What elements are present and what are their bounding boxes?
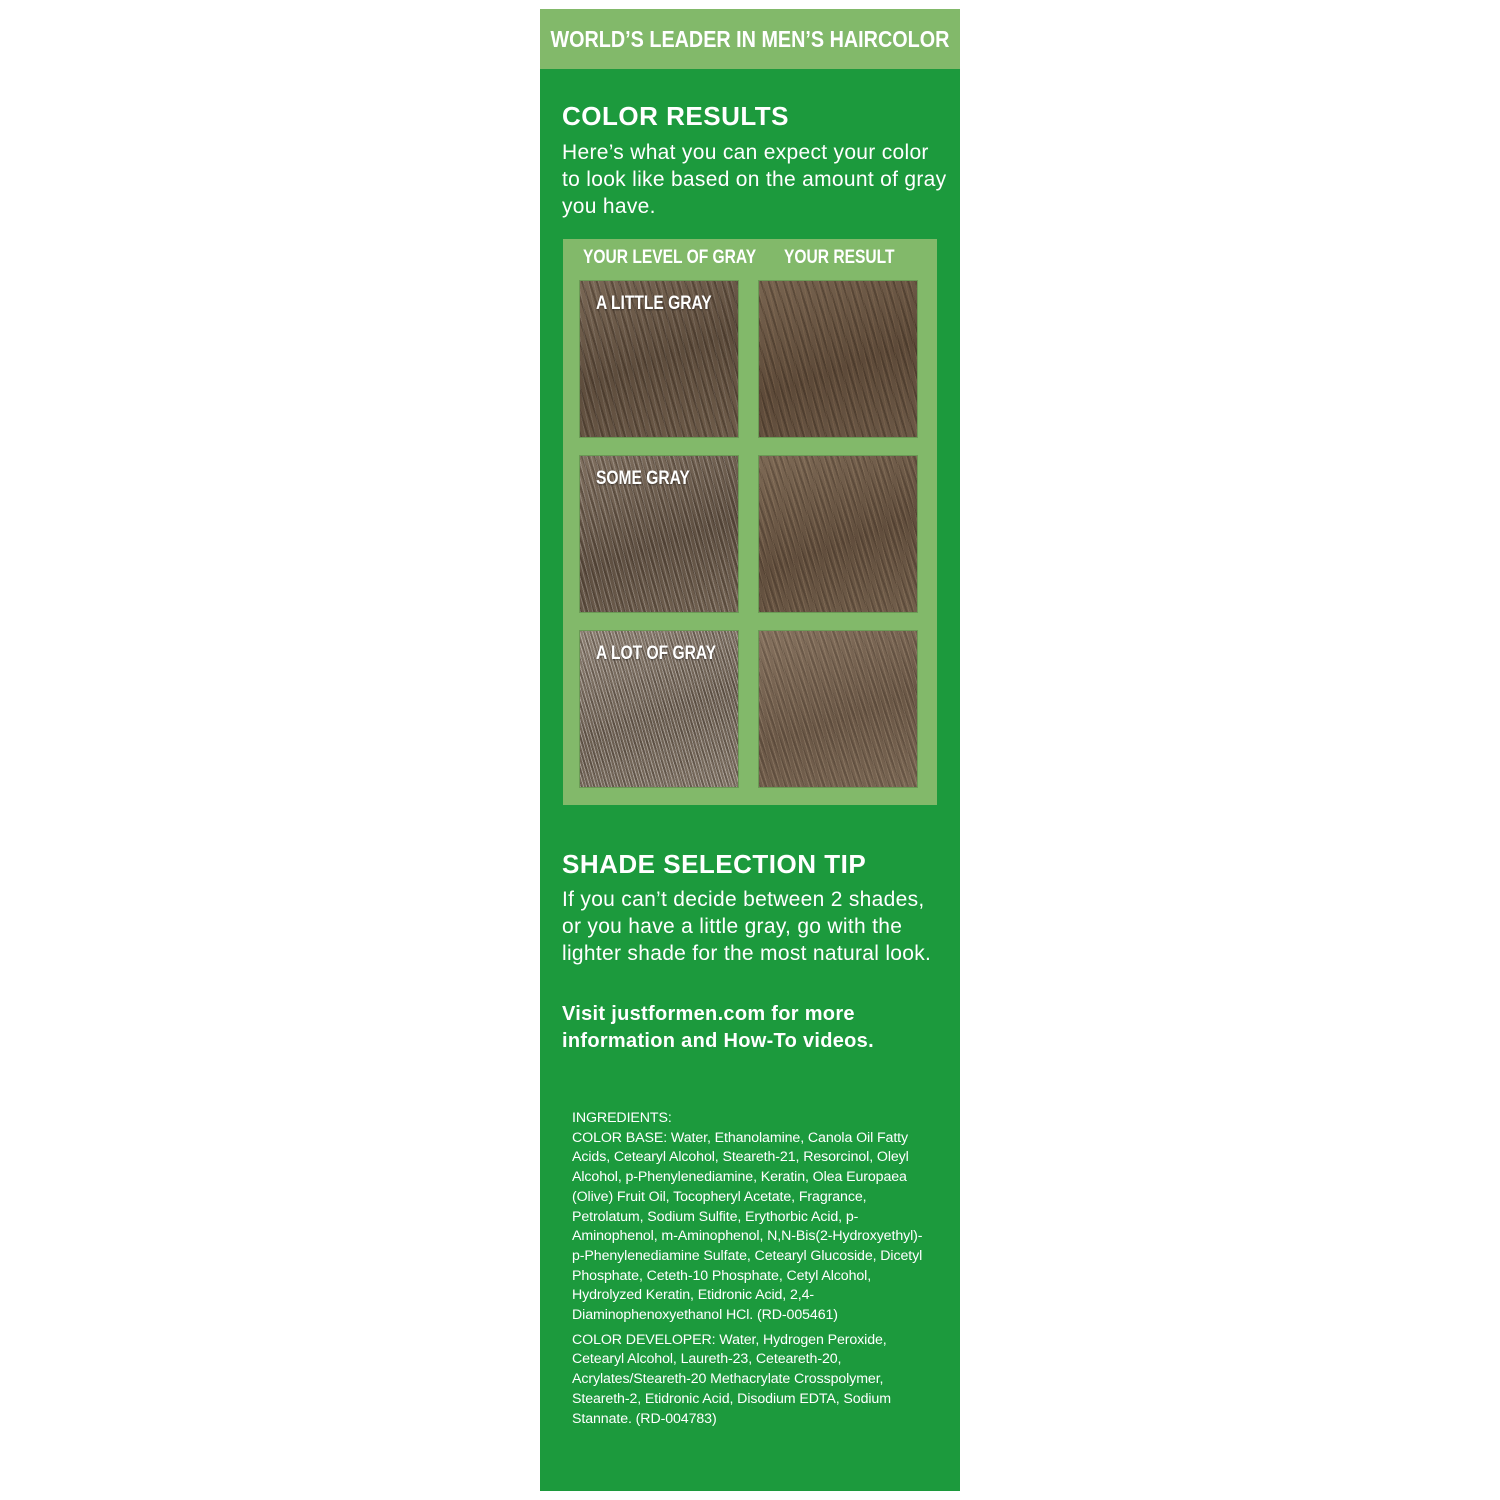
ingredients-title: INGREDIENTS:	[572, 1110, 672, 1126]
swatch-some-gray	[579, 455, 739, 613]
visit-website-text: Visit justformen.com for more information and How-To videos.	[562, 1003, 874, 1052]
column-header-level-of-gray: YOUR LEVEL OF GRAY	[583, 247, 757, 268]
swatch-a-lot-of-gray	[579, 630, 739, 788]
package-panel	[540, 9, 960, 1491]
ingredients-block	[572, 1109, 932, 1434]
ingredients-color-developer: COLOR DEVELOPER: Water, Hydrogen Peroxide, Cetearyl Alcohol, Laureth-23, Ceteareth-20, Acrylates/Steareth-20 Methacrylate Crosspolymer, Steareth-2, Etidronic Acid, Disodium EDTA, Sodium Stannate. (RD-004783)	[572, 1331, 891, 1427]
swatch-label: SOME GRAY	[596, 468, 690, 489]
banner	[540, 9, 960, 69]
swatch-a-little-gray	[579, 280, 739, 438]
swatch-label: A LOT OF GRAY	[596, 643, 717, 664]
shade-tip-heading: SHADE SELECTION TIP	[562, 849, 867, 879]
swatch-result-a-little-gray	[758, 280, 918, 438]
color-results-heading: COLOR RESULTS	[562, 101, 790, 131]
ingredients-color-base: COLOR BASE: Water, Ethanolamine, Canola Oil Fatty Acids, Cetearyl Alcohol, Steareth-21, Resorcinol, Oleyl Alcohol, p-Phenylenediamine, Keratin, Olea Europaea (Olive) Fruit Oil, Tocopheryl Acetate, Fragrance, Petrolatum, Sodium Sulfite, Erythorbic Acid, p-Aminophenol, m-Aminophenol, N,N-Bis(2-Hydroxyethyl)-p-Phenylenediamine Sulfate, Cetearyl Glucoside, Dicetyl Phosphate, Ceteth-10 Phosphate, Cetyl Alcohol, Hydrolyzed Keratin, Etidronic Acid, 2,4-Diaminophenoxyethanol HCl. (RD-005461)	[572, 1129, 923, 1324]
color-results-chart	[563, 239, 937, 805]
color-results-description: Here’s what you can expect your color to look like based on the amount of gray you have.	[562, 141, 947, 218]
banner-text: WORLD’S LEADER IN MEN’S HAIRCOLOR	[550, 25, 950, 52]
swatch-result-some-gray	[758, 455, 918, 613]
swatch-label: A LITTLE GRAY	[596, 293, 712, 314]
swatch-result-a-lot-of-gray	[758, 630, 918, 788]
column-header-your-result: YOUR RESULT	[784, 247, 895, 268]
shade-tip-text: If you can’t decide between 2 shades, or you have a little gray, go with the lighter shade for the most natural look.	[562, 888, 932, 965]
